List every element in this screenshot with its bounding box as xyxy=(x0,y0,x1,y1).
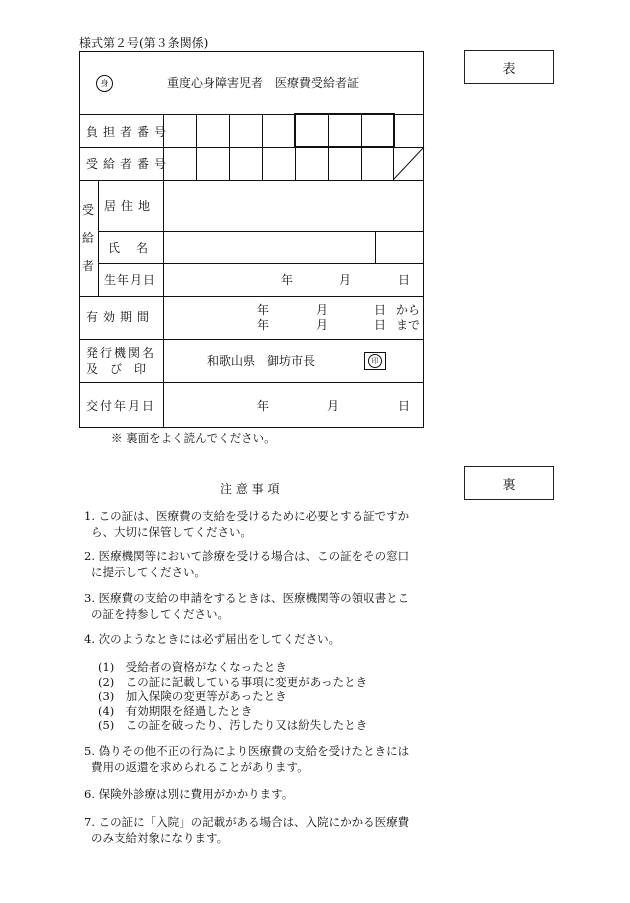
validity-from-month: 月 xyxy=(316,303,329,317)
note-item-7-line2: のみ支給対象になります。 xyxy=(91,831,229,845)
form-number-label: 様式第２号(第３条関係) xyxy=(79,36,209,50)
note-item-1 xyxy=(84,508,434,540)
note-subitem-4: (4) 有効期限を経過したとき xyxy=(98,703,253,718)
validity-until-day: 日 xyxy=(374,318,387,332)
issue-month-unit: 月 xyxy=(327,399,340,413)
official-stamp-icon xyxy=(364,352,386,370)
note-item-7-line1: 7. この証に「入院」の記載がある場合は、入院にかかる医療費 xyxy=(84,815,410,829)
back-side-label: 裏 xyxy=(464,466,554,500)
number-cell-divider xyxy=(262,114,263,180)
name-cell-divider xyxy=(375,231,376,263)
recipient-certificate-card xyxy=(79,51,424,428)
birth-day-unit: 日 xyxy=(398,273,411,287)
address-label: 居住地 xyxy=(104,199,156,213)
validity-until-suffix: まで xyxy=(396,318,421,332)
note-item-1-line1: 1. この証は、医療費の支給を受けるために必要とする証ですか xyxy=(84,509,410,523)
notes-title: 注 意 事 項 xyxy=(220,482,280,496)
validity-from-day: 日 xyxy=(374,303,387,317)
validity-until-month: 月 xyxy=(316,318,329,332)
validity-until-year: 年 xyxy=(257,318,270,332)
row-divider xyxy=(80,180,424,181)
note-subitem-5: (5) この証を破ったり、汚したり又は紛失したとき xyxy=(98,718,368,732)
birth-year-unit: 年 xyxy=(281,273,294,287)
disability-seal-icon: 身 xyxy=(96,75,113,92)
note-item-5-line1: 5. 偽りその他不正の行為により医療費の支給を受けたときには xyxy=(84,744,410,758)
recipient-group-label-3: 者 xyxy=(82,259,95,273)
issuer-label-line2: 及 び 印 xyxy=(86,362,147,376)
row-divider xyxy=(98,263,424,264)
note-subitem-3: (3) 加入保険の変更等があったとき xyxy=(98,689,287,703)
issuer-name: 和歌山県 御坊市長 xyxy=(207,354,316,368)
validity-from-suffix: から xyxy=(396,303,421,317)
issue-day-unit: 日 xyxy=(398,399,411,413)
note-item-5-line2: 費用の返還を求められることがあります。 xyxy=(91,760,309,774)
note-item-4-subitems xyxy=(98,660,448,733)
note-item-4: 4. 次のようなときには必ず届出をしてください。 xyxy=(84,632,341,646)
birth-month-unit: 月 xyxy=(339,273,352,287)
read-back-note: ※ 裏面をよく読んでください。 xyxy=(111,431,276,445)
burden-number-label: 負担者番号 xyxy=(86,125,172,139)
recipient-group-label-1: 受 xyxy=(82,203,95,217)
certificate-title: 重度心身障害児者 医療費受給者証 xyxy=(167,76,360,90)
note-item-7 xyxy=(84,814,434,846)
front-side-label: 表 xyxy=(464,50,554,84)
note-item-6: 6. 保険外診療は別に費用がかかります。 xyxy=(84,787,294,801)
recipient-group-divider xyxy=(98,180,99,296)
note-subitem-2: (2) この証に記載している事項に変更があったとき xyxy=(98,674,368,689)
recipient-number-label: 受給者番号 xyxy=(86,157,172,171)
unused-cell-diagonal xyxy=(393,147,425,181)
note-item-2-line2: に提示してください。 xyxy=(91,565,206,579)
note-item-1-line2: ら、大切に保管してください。 xyxy=(91,525,252,539)
number-cell-divider xyxy=(229,114,230,180)
note-item-3-line2: の証を持参してください。 xyxy=(91,607,229,621)
note-subitem-1: (1) 受給者の資格がなくなったとき xyxy=(98,660,287,674)
row-divider xyxy=(80,339,424,340)
note-item-2-line1: 2. 医療機関等において診療を受ける場合は、この証をその窓口 xyxy=(84,549,410,563)
row-divider xyxy=(80,382,424,383)
burden-number-highlight xyxy=(294,113,395,148)
validity-label: 有効期間 xyxy=(86,310,155,324)
issue-year-unit: 年 xyxy=(257,399,270,413)
issue-date-label: 交付年月日 xyxy=(86,399,157,413)
row-divider xyxy=(80,296,424,297)
validity-from-year: 年 xyxy=(257,303,270,317)
note-item-3 xyxy=(84,590,434,622)
name-label: 氏 名 xyxy=(108,241,151,255)
note-item-3-line1: 3. 医療費の支給の申請をするときは、医療機関等の領収書とこ xyxy=(84,591,410,605)
number-cell-divider xyxy=(196,114,197,180)
stamp-mark: 印 xyxy=(368,354,382,368)
recipient-group-label-2: 給 xyxy=(82,231,95,245)
birth-date-label: 生年月日 xyxy=(104,273,157,287)
note-item-5 xyxy=(84,743,434,775)
note-item-2 xyxy=(84,548,434,580)
issuer-label-line1: 発行機関名 xyxy=(86,346,157,360)
